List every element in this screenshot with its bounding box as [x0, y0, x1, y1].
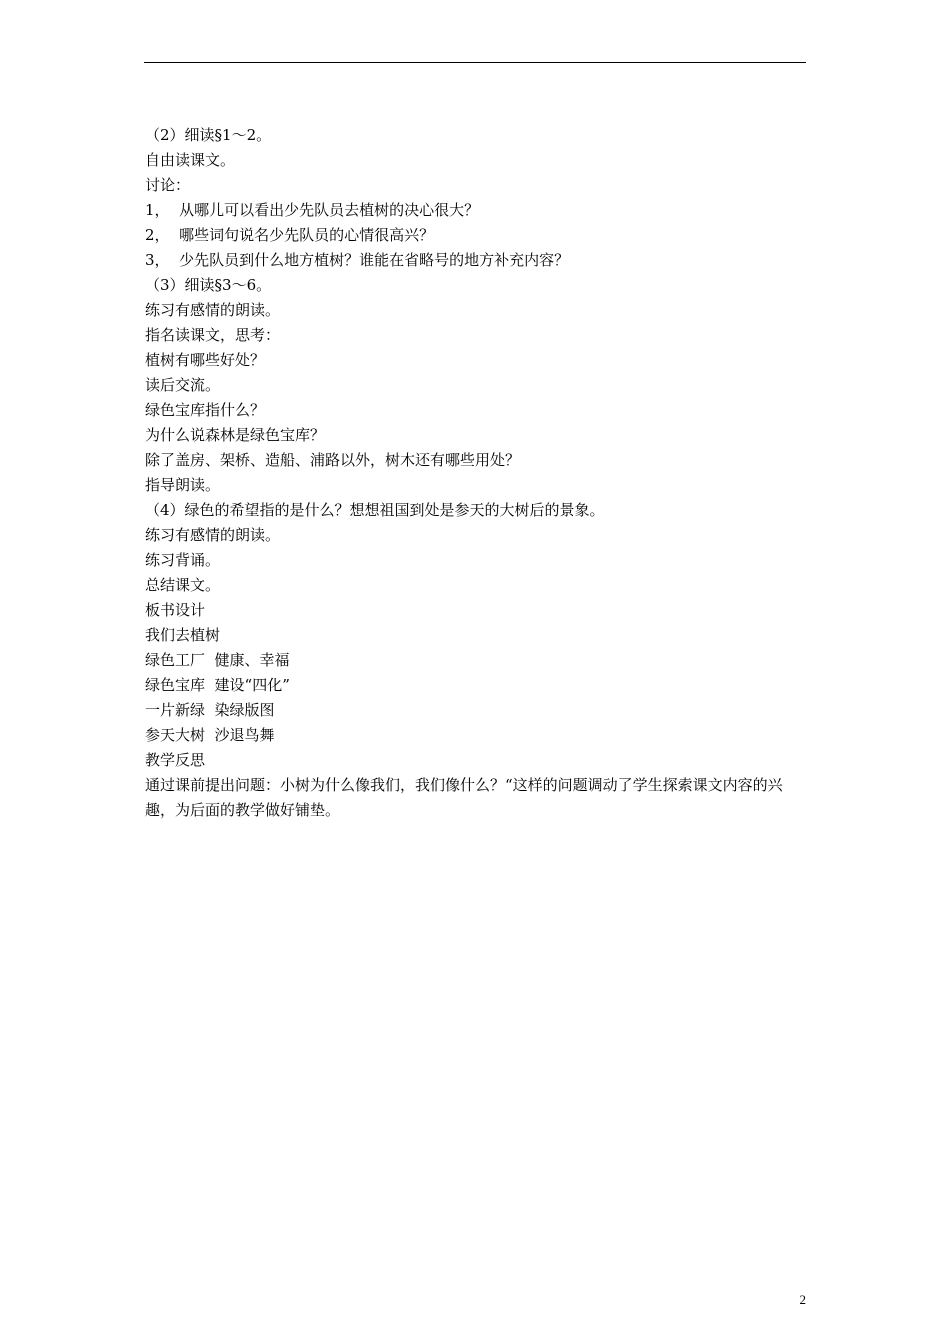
section-heading: 板书设计: [145, 601, 206, 619]
document-body: [145, 123, 807, 823]
text-line: 练习有感情的朗读。: [145, 526, 281, 544]
text-line: 绿色宝库 建设“四化”: [145, 676, 290, 694]
closing-paragraph: 通过课前提出问题：小树为什么像我们，我们像什么？“这样的问题调动了学生探索课文内容的兴趣，为后面的教学做好铺垫。: [145, 776, 783, 819]
header-rule: [144, 62, 806, 63]
text-line: 一片新绿 染绿版图: [145, 701, 275, 719]
text-line: 总结课文。: [145, 576, 221, 594]
text-line: 除了盖房、架桥、造船、浦路以外，树木还有哪些用处？: [145, 451, 521, 469]
text-line: 我们去植树: [145, 626, 221, 644]
text-line: （2）细读§1～2。: [145, 126, 272, 144]
section-heading: 教学反思: [145, 751, 206, 769]
text-line: 读后交流。: [145, 376, 221, 394]
text-line: 指名读课文，思考：: [145, 326, 281, 344]
text-line: 植树有哪些好处？: [145, 351, 266, 369]
text-line: （4）绿色的希望指的是什么？想想祖国到处是参天的大树后的景象。: [145, 501, 605, 519]
text-line: 练习背诵。: [145, 551, 221, 569]
text-line: （3）细读§3～6。: [145, 276, 272, 294]
text-line: 参天大树 沙退鸟舞: [145, 726, 275, 744]
text-line: 3， 少先队员到什么地方植树？谁能在省略号的地方补充内容？: [145, 251, 570, 269]
text-line: 绿色宝库指什么？: [145, 401, 266, 419]
text-line: 自由读课文。: [145, 151, 236, 169]
text-line: 指导朗读。: [145, 476, 221, 494]
text-line: 绿色工厂 健康、幸福: [145, 651, 290, 669]
text-line: 讨论：: [145, 176, 191, 194]
text-line: 为什么说森林是绿色宝库？: [145, 426, 326, 444]
text-line: 练习有感情的朗读。: [145, 301, 281, 319]
page-number: 2: [799, 1292, 806, 1307]
text-line: 1， 从哪儿可以看出少先队员去植树的决心很大？: [145, 201, 480, 219]
text-line: 2， 哪些词句说名少先队员的心情很高兴？: [145, 226, 435, 244]
